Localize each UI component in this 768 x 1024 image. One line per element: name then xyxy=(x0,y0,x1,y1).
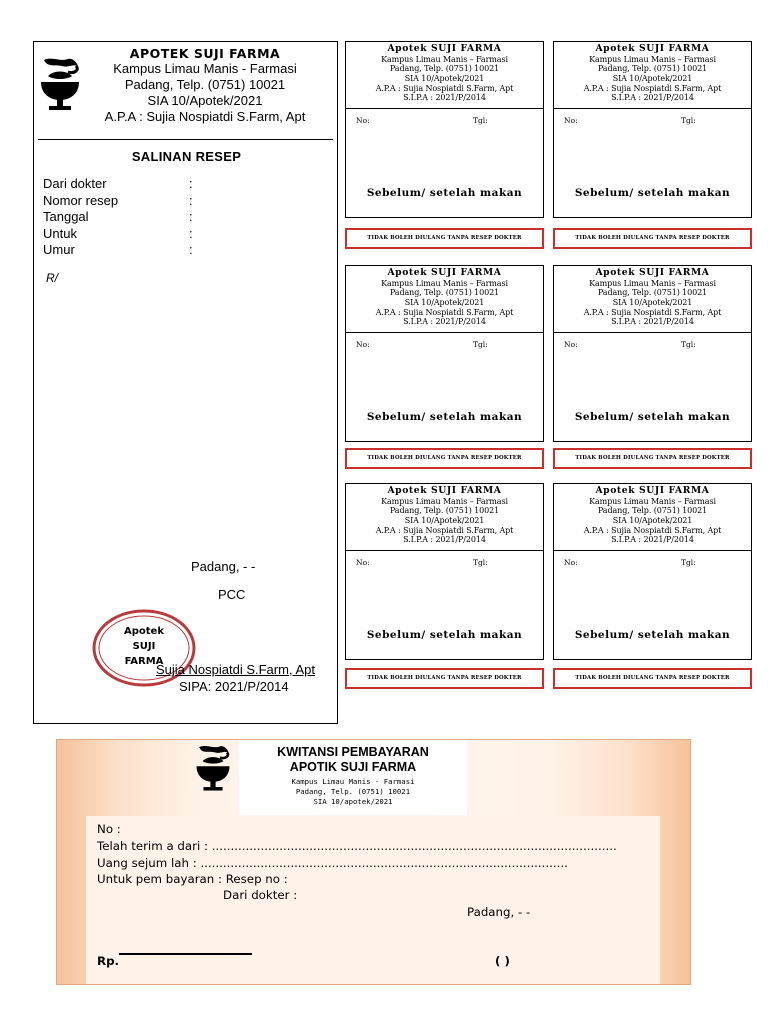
field-colon: : xyxy=(189,225,193,241)
receipt-address xyxy=(239,777,467,806)
label-line: S.I.P.A : 2021/P/2014 xyxy=(403,93,486,103)
label-divider xyxy=(554,108,751,109)
receipt-parentheses: ( ) xyxy=(495,954,510,968)
header-line: Kampus Limau Manis - Farmasi xyxy=(113,61,297,76)
label-line: S.I.P.A : 2021/P/2014 xyxy=(611,317,694,327)
label-divider xyxy=(554,332,751,333)
label-line: A.P.A : Sujia Nospiatdi S.Farm, Apt xyxy=(375,307,514,317)
label-meal-instruction: Sebelum/ setelah makan xyxy=(366,411,523,423)
stamp-text: Apotek xyxy=(124,626,164,637)
label-line: Padang, Telp. (0751) 10021 xyxy=(389,64,500,74)
label-divider xyxy=(346,332,543,333)
label-line: Padang, Telp. (0751) 10021 xyxy=(597,64,708,74)
label-divider xyxy=(346,550,543,551)
drug-label xyxy=(553,265,752,442)
label-tgl: Tgl: xyxy=(681,116,696,125)
label-line: Kampus Limau Manis – Farmasi xyxy=(589,496,716,506)
kwitansi-receipt xyxy=(56,739,691,985)
field-colon: : xyxy=(189,192,193,208)
label-line: SIA 10/Apotek/2021 xyxy=(612,515,693,525)
label-header xyxy=(554,44,751,103)
city-date: Padang, - - xyxy=(191,559,256,574)
field-umur: Umur xyxy=(43,242,75,257)
rx-symbol: R/ xyxy=(46,271,58,285)
label-line: Kampus Limau Manis – Farmasi xyxy=(589,54,716,64)
receipt-uang-sejumlah: Uang sejum lah : .................................................................................................. xyxy=(97,856,568,870)
drug-label xyxy=(553,483,752,660)
receipt-city-date: Padang, - - xyxy=(467,905,531,919)
amount-line xyxy=(119,953,252,955)
label-no: No: xyxy=(564,116,578,125)
label-line: Kampus Limau Manis – Farmasi xyxy=(381,54,508,64)
warning-label: TIDAK BOLEH DIULANG TANPA RESEP DOKTER xyxy=(553,668,752,689)
label-header xyxy=(554,486,751,545)
label-line: S.I.P.A : 2021/P/2014 xyxy=(403,535,486,545)
receipt-dari-dokter: Dari dokter : xyxy=(223,888,298,902)
label-pharmacy-name: Apotek SUJI FARMA xyxy=(387,267,502,278)
label-pharmacy-name: Apotek SUJI FARMA xyxy=(387,43,502,54)
field-nomor-resep: Nomor resep xyxy=(43,192,119,208)
warning-label: TIDAK BOLEH DIULANG TANPA RESEP DOKTER xyxy=(345,228,544,249)
label-header xyxy=(346,44,543,103)
label-tgl: Tgl: xyxy=(681,340,696,349)
label-no: No: xyxy=(564,558,578,567)
label-pharmacy-name: Apotek SUJI FARMA xyxy=(595,43,710,54)
label-meal-instruction: Sebelum/ setelah makan xyxy=(366,629,523,641)
label-line: A.P.A : Sujia Nospiatdi S.Farm, Apt xyxy=(583,525,722,535)
page-title: SALINAN RESEP xyxy=(131,149,242,164)
field-dari-dokter: Dari dokter xyxy=(43,176,107,191)
warning-label: TIDAK BOLEH DIULANG TANPA RESEP DOKTER xyxy=(345,668,544,689)
receipt-address-line: SIA 10/apotek/2021 xyxy=(313,796,393,806)
divider xyxy=(38,139,333,140)
label-meal-instruction: Sebelum/ setelah makan xyxy=(366,187,523,199)
pharmacist-signature: Sujia Nospiatdi S.Farm, Apt xyxy=(156,662,315,677)
label-line: Kampus Limau Manis – Farmasi xyxy=(381,278,508,288)
pcc-text: PCC xyxy=(218,587,246,602)
label-line: Kampus Limau Manis – Farmasi xyxy=(589,278,716,288)
label-no: No: xyxy=(564,340,578,349)
field-untuk: Untuk xyxy=(43,225,77,241)
label-tgl: Tgl: xyxy=(681,558,696,567)
field-colon: : xyxy=(189,242,193,257)
prescription-fields xyxy=(43,176,243,259)
label-no: No: xyxy=(356,340,370,349)
label-no: No: xyxy=(356,558,370,567)
header-line: SIA 10/Apotek/2021 xyxy=(147,93,263,108)
drug-label xyxy=(345,265,544,442)
label-line: Padang, Telp. (0751) 10021 xyxy=(389,506,500,516)
receipt-title-line2: APOTIK SUJI FARMA xyxy=(289,760,417,774)
label-header xyxy=(346,268,543,327)
label-line: A.P.A : Sujia Nospiatdi S.Farm, Apt xyxy=(375,525,514,535)
label-line: Padang, Telp. (0751) 10021 xyxy=(597,288,708,298)
stamp-text: FARMA xyxy=(124,656,164,667)
label-header xyxy=(346,486,543,545)
drug-label xyxy=(553,41,752,218)
field-tanggal: Tanggal xyxy=(43,209,89,224)
receipt-rp: Rp. xyxy=(97,954,120,968)
stamp-text: SUJI xyxy=(132,641,156,652)
label-line: S.I.P.A : 2021/P/2014 xyxy=(611,535,694,545)
label-divider xyxy=(346,108,543,109)
salinan-resep-card xyxy=(33,41,338,724)
drug-label xyxy=(345,483,544,660)
label-header xyxy=(554,268,751,327)
label-meal-instruction: Sebelum/ setelah makan xyxy=(574,411,731,423)
label-line: S.I.P.A : 2021/P/2014 xyxy=(611,93,694,103)
receipt-address-line: Padang, Telp. (0751) 10021 xyxy=(295,786,411,796)
warning-label: TIDAK BOLEH DIULANG TANPA RESEP DOKTER xyxy=(553,228,752,249)
receipt-title xyxy=(239,745,467,775)
label-line: A.P.A : Sujia Nospiatdi S.Farm, Apt xyxy=(583,307,722,317)
header-line: Padang, Telp. (0751) 10021 xyxy=(124,77,286,92)
pharmacy-bowl-snake-icon xyxy=(193,742,233,794)
label-meal-instruction: Sebelum/ setelah makan xyxy=(574,629,731,641)
label-line: Padang, Telp. (0751) 10021 xyxy=(389,288,500,298)
receipt-no: No : xyxy=(97,822,121,836)
drug-label xyxy=(345,41,544,218)
sipa-number: SIPA: 2021/P/2014 xyxy=(179,679,289,694)
label-divider xyxy=(554,550,751,551)
label-line: A.P.A : Sujia Nospiatdi S.Farm, Apt xyxy=(583,83,722,93)
receipt-telah-terima: Telah terim a dari : ............................................................................................................ xyxy=(97,839,617,853)
label-tgl: Tgl: xyxy=(473,116,488,125)
label-line: SIA 10/Apotek/2021 xyxy=(404,297,485,307)
receipt-title-line1: KWITANSI PEMBAYARAN xyxy=(277,745,429,759)
warning-label: TIDAK BOLEH DIULANG TANPA RESEP DOKTER xyxy=(345,448,544,469)
receipt-untuk-pembayaran: Untuk pem bayaran : Resep no : xyxy=(97,872,288,886)
label-tgl: Tgl: xyxy=(473,558,488,567)
header-line: A.P.A : Sujia Nospiatdi S.Farm, Apt xyxy=(104,109,306,124)
label-line: A.P.A : Sujia Nospiatdi S.Farm, Apt xyxy=(375,83,514,93)
label-meal-instruction: Sebelum/ setelah makan xyxy=(574,187,731,199)
label-line: Padang, Telp. (0751) 10021 xyxy=(597,506,708,516)
label-pharmacy-name: Apotek SUJI FARMA xyxy=(387,485,502,496)
label-line: Kampus Limau Manis – Farmasi xyxy=(381,496,508,506)
pharmacy-header xyxy=(74,46,336,125)
label-pharmacy-name: Apotek SUJI FARMA xyxy=(595,485,710,496)
label-line: SIA 10/Apotek/2021 xyxy=(612,297,693,307)
receipt-address-line: Kampus Limau Manis - Farmasi xyxy=(291,777,415,786)
label-no: No: xyxy=(356,116,370,125)
label-tgl: Tgl: xyxy=(473,340,488,349)
label-line: S.I.P.A : 2021/P/2014 xyxy=(403,317,486,327)
pharmacy-name: APOTEK SUJI FARMA xyxy=(129,46,281,61)
field-colon: : xyxy=(189,176,193,191)
label-line: SIA 10/Apotek/2021 xyxy=(612,73,693,83)
label-line: SIA 10/Apotek/2021 xyxy=(404,515,485,525)
label-pharmacy-name: Apotek SUJI FARMA xyxy=(595,267,710,278)
field-colon: : xyxy=(189,209,193,224)
label-line: SIA 10/Apotek/2021 xyxy=(404,73,485,83)
warning-label: TIDAK BOLEH DIULANG TANPA RESEP DOKTER xyxy=(553,448,752,469)
